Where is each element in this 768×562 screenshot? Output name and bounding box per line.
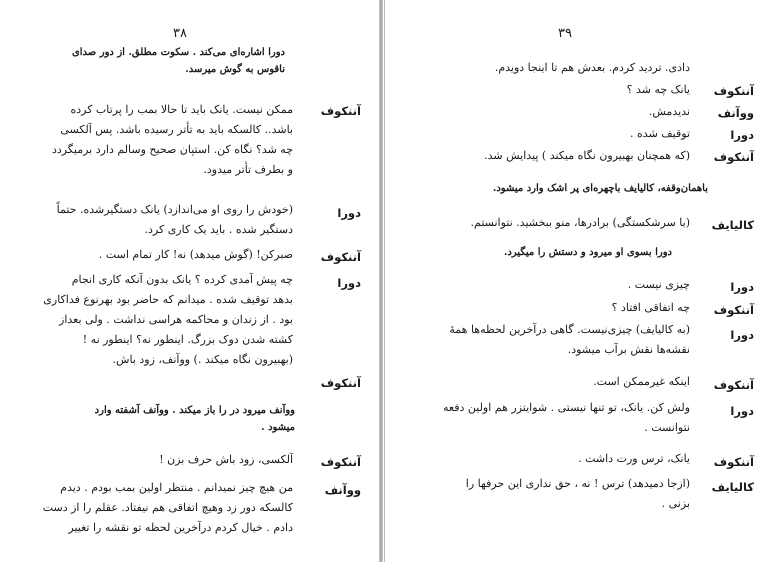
stage-line: باهمان‌وقفه، کالیایف باچهره‌ای پر اشک وارد میشود. [492, 183, 708, 194]
speaker-name: آننکوف [713, 84, 754, 98]
dialogue-line: نقشه‌ها نقش برآب میشود. [567, 343, 690, 356]
stage-line: ناقوس به گوش میرسد. [185, 64, 285, 75]
dialogue-line: اینکه غیرممکن است. [593, 375, 690, 388]
speaker-name: آننکوف [713, 455, 754, 469]
stage-line: دورا بسوی او میرود و دستش را میگیرد. [503, 247, 672, 258]
speaker-name: دورا [337, 206, 361, 220]
stage-line: میشود . [261, 422, 295, 433]
dialogue-line: یانک، ترس ورت داشت . [578, 452, 690, 465]
dialogue-line: (به کالیایف) چیزی‌نیست. گاهی درآخرین لحظه‌ها همهٔ [449, 323, 690, 336]
book-gutter [379, 0, 383, 562]
dialogue-line: من هیچ چیز نمیدانم . منتظر اولین بمب بودم . دیدم [60, 481, 293, 494]
dialogue-line: چیزی نیست . [627, 278, 690, 291]
dialogue-line: چه اتفاقی افتاد ؟ [611, 301, 690, 314]
dialogue-line: آلکسی، زود باش حرف بزن ! [159, 453, 293, 466]
dialogue-line: دستگیر شده . باید یک کاری کرد. [144, 223, 293, 236]
speaker-name: ووآنف [717, 106, 754, 120]
stage-line: دورا اشاره‌ای می‌کند . سکوت مطلق. از دور صدای [71, 47, 285, 58]
dialogue-text [578, 449, 690, 469]
dialogue-line: صبرکن! (گوش میدهد) نه! کار تمام است . [98, 248, 293, 261]
page-number: ۳۹ [558, 26, 572, 41]
dialogue-line: توقیف شده . [630, 127, 690, 140]
speaker-name: دورا [730, 280, 754, 294]
dialogue-line: (خودش را روی او می‌اندازد) یانک دستگیرشده. حتماً [56, 203, 293, 216]
dialogue-text [628, 275, 690, 295]
dialogue-line: چه پیش آمدی کرده ؟ یانک بدون آنکه کاری انجام [71, 273, 293, 286]
dialogue-line: یانک چه شد ؟ [626, 83, 690, 96]
dialogue-text [449, 320, 690, 360]
dialogue-line: و بطرف تأتر میدود. [203, 163, 293, 176]
dialogue-text [43, 270, 293, 370]
dialogue-line: کالسکه دور زد وهیچ اتفاقی هم نیفتاد. عقلم را از دست [42, 501, 293, 514]
dialogue-text [630, 124, 690, 144]
speaker-name: ووآنف [324, 483, 361, 497]
speaker-name: دورا [337, 276, 361, 290]
dialogue-line: بزنی . [661, 497, 690, 510]
dialogue-line: بدهد توقیف شده . میدانم که حاضر بود بهرنوع فداکاری [43, 293, 293, 306]
speaker-name: آننکوف [320, 250, 361, 264]
dialogue-line: ولش کن. یانک، تو تنها نیستی . شوایتزر هم اولین دفعه [443, 401, 690, 414]
dialogue-text [471, 213, 690, 233]
dialogue-line: (با سرشکستگی) برادرها، منو ببخشید. نتوانستم. [470, 216, 690, 229]
dialogue-line: (که همچنان بهبیرون نگاه میکند ) پیدایش شد. [484, 149, 690, 162]
dialogue-line: چه شد؟ نگاه کن. استپان صحیح وسالم دارد برمیگردد [51, 143, 293, 156]
dialogue-text [627, 80, 690, 100]
speaker-name: آننکوف [713, 150, 754, 164]
dialogue-text [99, 245, 293, 265]
dialogue-text [484, 146, 690, 166]
stage-direction [493, 180, 708, 197]
dialogue-line: (ازجا دمیدهد) ترس ! نه ، حق نداری این حرفها را [465, 477, 690, 490]
speaker-name: کالیایف [711, 218, 754, 232]
dialogue-text [649, 102, 690, 122]
speaker-name: آننکوف [713, 303, 754, 317]
dialogue-line: ممکن نیست. یانک باید تا حالا بمب را پرتاب کرده [70, 103, 293, 116]
dialogue-line: نتوانست . [644, 421, 690, 434]
dialogue-line: بود . از زندان و محاکمه هراسی نداشت . ولی بعداز [59, 313, 293, 326]
dialogue-text [443, 398, 690, 438]
stage-direction [72, 44, 285, 78]
speaker-name: کالیایف [711, 480, 754, 494]
stage-direction [504, 244, 672, 261]
dialogue-line: دادم . خیال کردم درآخرین لحظه تو نقشه را تغییر [68, 521, 293, 534]
speaker-name: آننکوف [713, 378, 754, 392]
dialogue-text [57, 200, 293, 240]
gutter-edge [384, 0, 385, 562]
speaker-name: آننکوف [320, 455, 361, 469]
dialogue-line: (بهبیرون نگاه میکند .) ووآنف، زود باش. [112, 353, 293, 366]
left-page [0, 0, 375, 562]
speaker-name: دورا [730, 328, 754, 342]
dialogue-line: کشته شدن دوک بزرگ. اینطور نه؟ اینطور نه ! [82, 333, 293, 346]
dialogue-text [593, 372, 690, 392]
speaker-name: آننکوف [320, 104, 361, 118]
speaker-name: دورا [730, 128, 754, 142]
dialogue-text [495, 58, 690, 78]
stage-direction [95, 402, 295, 436]
dialogue-text [43, 478, 293, 538]
right-page [390, 0, 768, 562]
page-number: ۳۸ [173, 26, 187, 41]
stage-line: ووآنف میرود در را باز میکند . ووآنف آشفته وارد [94, 405, 295, 416]
dialogue-line: دادی. تردید کردم. بعدش هم تا اینجا دویدم. [494, 61, 690, 74]
dialogue-text [612, 298, 690, 318]
dialogue-line: ندیدمش. [648, 105, 690, 118]
dialogue-line: باشد.. کالسکه باید به تأتر رسیده باشد. پس آلکسی [60, 123, 293, 136]
dialogue-text [466, 474, 690, 514]
dialogue-text [159, 450, 293, 470]
speaker-name: آننکوف [320, 376, 361, 390]
dialogue-text [52, 100, 293, 180]
speaker-name: دورا [730, 404, 754, 418]
